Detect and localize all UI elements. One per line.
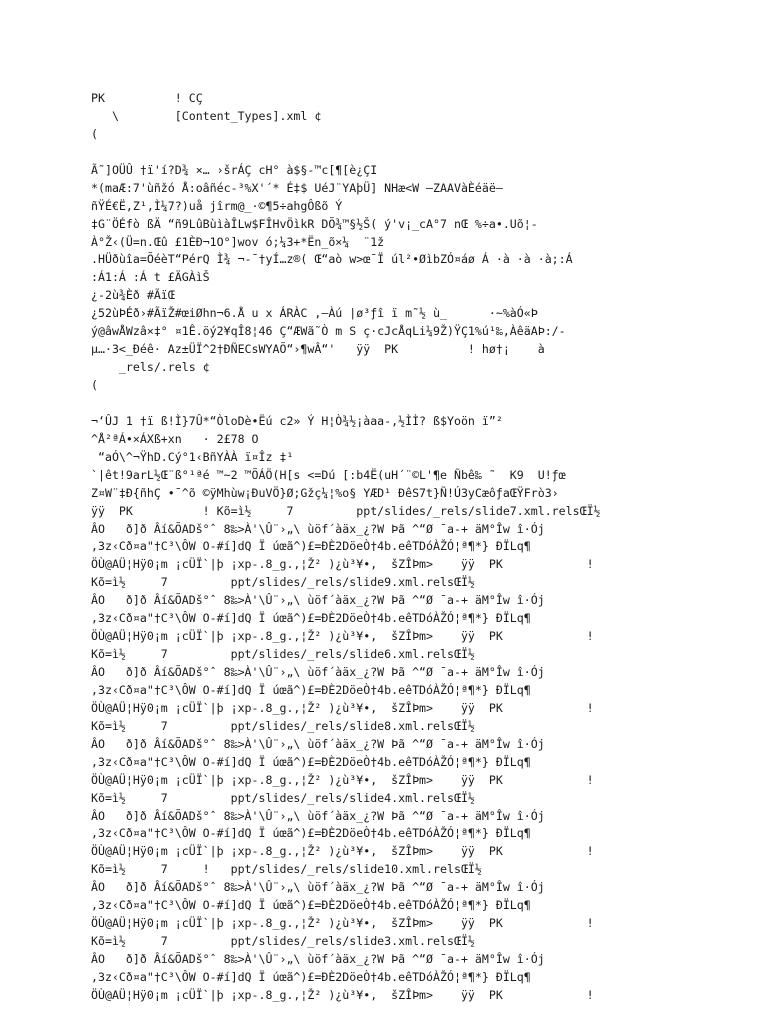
text-line: “aÓ\^¬ŸhD.Cý°1‹BñYÀÀ ï¤Îz ‡¹ — [91, 449, 294, 464]
text-line: :Á1:Á :Á t £ÄGÀìŠ — [91, 270, 210, 285]
text-line: µ…·3<_Ðéê· Az±ÜÏ^2†ÐÑECsWYAÕ“›¶wÂ“' ÿÿ PK ! hø†¡ à — [91, 342, 545, 357]
text-line: À°Ž‹(Ü=n.Œû £1ÈÐ¬1O°]wov ó;¼3+*Ën_õ×¼ ¨1ž — [91, 234, 385, 249]
text-line: ÂO ð]ð Âí&ÕADš°ˆ 8‰>À'\Û¨›„\ ùöf´àäx_¿?W Þã ^“Ø ¯a-+ äM°Îw î·Ój — [91, 593, 545, 608]
text-line: ÂO ð]ð Âí&ÕADš°ˆ 8‰>À'\Û¨›„\ ùöf´àäx_¿?W Þã ^“Ø ¯a-+ äM°Îw î·Ój — [91, 952, 545, 966]
text-line: PK ! CÇ — [91, 91, 203, 105]
text-line: Kõ=ì½ 7 ppt/slides/_rels/slide9.xml.relsŒÏ½ — [91, 575, 475, 590]
text-line: ñŸÉ€Ë,Z¹,Ì¼7?)uå jîrm@_·©¶5÷ahgÔßõ Ý — [91, 198, 343, 213]
text-line: ¿-2ù¾Èð #ÃïŒ — [91, 288, 175, 303]
text-line: ,3z‹Cð¤a"†C³\ÔW O-#í]dQ Ï úœã^)£=ÐÈ2DöeÒ†4b.eêTDóÀŽÓ¦ª¶*} ÐÏLq¶ — [91, 539, 531, 554]
text-line: ( — [91, 378, 98, 392]
text-line: ÖÙ@AÜ¦Hÿ0¡m ¡cÜÏ`|þ ¡xp-.8_g.,¦Ž² )¿ù³¥•, šZÎÞm> ÿÿ PK ! — [91, 916, 594, 931]
text-line: ÖÙ@AÜ¦Hÿ0¡m ¡cÜÏ`|þ ¡xp-.8_g.,¦Ž² )¿ù³¥•, šZÎÞm> ÿÿ PK ! — [91, 629, 594, 644]
binary-text-body — [91, 90, 761, 1005]
text-line: \ [Content_Types].xml ¢ — [91, 108, 322, 123]
text-line: Kõ=ì½ 7 ppt/slides/_rels/slide4.xml.relsŒÏ½ — [91, 790, 475, 805]
text-line: ,3z‹Cð¤a"†C³\ÔW O-#í]dQ Ï úœã^)£=ÐÈ2DöeÒ†4b.eêTDóÀŽÓ¦ª¶*} ÐÏLq¶ — [91, 826, 531, 841]
text-line: ÂO ð]ð Âí&ÕADš°ˆ 8‰>À'\Û¨›„\ ùöf´àäx_¿?W Þã ^“Ø ¯a-+ äM°Îw î·Ój — [91, 665, 545, 679]
text-line: *(maÆ:7'ùñžó Å:oâñéc-³%X'´* É‡$ UéJ¨YAþÜ] NHæ<W —ZAAVàÈéäë– — [91, 180, 503, 195]
text-line: ÂO ð]ð Âí&ÕADš°ˆ 8‰>À'\Û¨›„\ ùöf´àäx_¿?W Þã ^“Ø ¯a-+ äM°Îw î·Ój — [91, 521, 545, 536]
text-line: ¬‘ÛJ 1 †ï ß!Ì}7Û*“ÒloDè•Ëú c2» Ý H¦Ò¾½¡àaa-,½ÌÌ? ß$Yoön ï”² — [91, 413, 503, 428]
text-line: .HÜðùîa=ÕéèT“PérQ Ì¾ ¬-¯†yÍ…z®( Œ“aò w>œ¯Ï úl²•ØìbZÓ¤áø Á ·à ·à ·à;:Á — [91, 252, 573, 267]
text-line: ( — [91, 126, 98, 141]
text-line: Z¤W¨‡Ð{ñhÇ •¯^õ ©ÿMhùw¡ÐuVÖ}Ø;Gžç¼¦%o§ YÆD¹ ÐêS7t}Ñ!Ú3yCæôƒaŒŸFrò3› — [91, 485, 559, 500]
text-line: ÖÙ@AÜ¦Hÿ0¡m ¡cÜÏ`|þ ¡xp-.8_g.,¦Ž² )¿ù³¥•, šZÎÞm> ÿÿ PK ! — [91, 987, 594, 1002]
text-line: ÂO ð]ð Âí&ÕADš°ˆ 8‰>À'\Û¨›„\ ùöf´àäx_¿?W Þã ^“Ø ¯a-+ äM°Îw î·Ój — [91, 736, 545, 751]
text-line: ÂO ð]ð Âí&ÕADš°ˆ 8‰>À'\Û¨›„\ ùöf´àäx_¿?W Þã ^“Ø ¯a-+ äM°Îw î·Ój — [91, 808, 545, 823]
text-line: ‡G¨ÖÉfò ßÄ “ñ9LûBùìàÎLw$FÎHvÖìkR DÕ¾™§½Š( ý'v¡_cA°7 nŒ %÷a•.Uõ¦- — [91, 216, 538, 231]
text-line: ÖÙ@AÜ¦Hÿ0¡m ¡cÜÏ`|þ ¡xp-.8_g.,¦Ž² )¿ù³¥•, šZÎÞm> ÿÿ PK ! — [91, 700, 594, 715]
text-line: Ã˜]OÜÛ †ï'í?D¾ ×… ›šrÁÇ cH° à$§-™c[¶[è¿ÇI — [91, 162, 378, 177]
text-line — [91, 144, 761, 162]
text-line: ,3z‹Cð¤a"†C³\ÔW O-#í]dQ Ï úœã^)£=ÐÈ2DöeÒ†4b.eêTDóÀŽÓ¦ª¶*} ÐÏLq¶ — [91, 969, 531, 984]
text-line: ÿÿ PK ! Kõ=ì½ 7 ppt/slides/_rels/slide7.xml.relsŒÏ½ — [91, 503, 601, 518]
text-line: ÖÙ@AÜ¦Hÿ0¡m ¡cÜÏ`|þ ¡xp-.8_g.,¦Ž² )¿ù³¥•, šZÎÞm> ÿÿ PK ! — [91, 557, 594, 572]
text-line: Kõ=ì½ 7 ppt/slides/_rels/slide8.xml.relsŒÏ½ — [91, 718, 475, 733]
text-line: ÖÙ@AÜ¦Hÿ0¡m ¡cÜÏ`|þ ¡xp-.8_g.,¦Ž² )¿ù³¥•, šZÎÞm> ÿÿ PK ! — [91, 844, 594, 859]
text-line — [91, 395, 761, 413]
text-line: ^Å²ªÁ•×ÁXß+xn · 2£78 O — [91, 431, 259, 446]
text-line: ¿52ùÞÉð›#ÃïŽ#œiØhn¬6.Å u x ÁRÀC ,—Àú |ø³ƒî ï m˜½ ù_ ·~%àÓ«Þ — [91, 306, 538, 321]
text-line: Kõ=ì½ 7 ! ppt/slides/_rels/slide10.xml.relsŒÏ½ — [91, 862, 482, 877]
text-line: Kõ=ì½ 7 ppt/slides/_rels/slide3.xml.relsŒÏ½ — [91, 934, 475, 949]
text-line: ,3z‹Cð¤a"†C³\ÔW O-#í]dQ Ï úœã^)£=ÐÈ2DöeÒ†4b.eêTDóÀŽÓ¦ª¶*} ÐÏLq¶ — [91, 611, 531, 626]
text-line: _rels/.rels ¢ — [91, 360, 210, 375]
text-line: ,3z‹Cð¤a"†C³\ÔW O-#í]dQ Ï úœã^)£=ÐÈ2DöeÒ†4b.eêTDóÀŽÓ¦ª¶*} ÐÏLq¶ — [91, 754, 531, 769]
text-line: ,3z‹Cð¤a"†C³\ÔW O-#í]dQ Ï úœã^)£=ÐÈ2DöeÒ†4b.eêTDóÀŽÓ¦ª¶*} ÐÏLq¶ — [91, 898, 531, 913]
text-line: `|êt!9arL½Œ¨ß°¹ªé ™~2 ™ÕÁÖ(H[s <=Dú [:b4Ë(uH´¨©L'¶e Ñbê‰ ˜ K9 U!ƒœ — [91, 467, 566, 482]
text-line: Kõ=ì½ 7 ppt/slides/_rels/slide6.xml.relsŒÏ½ — [91, 647, 475, 662]
text-line: ÖÙ@AÜ¦Hÿ0¡m ¡cÜÏ`|þ ¡xp-.8_g.,¦Ž² )¿ù³¥•, šZÎÞm> ÿÿ PK ! — [91, 772, 594, 787]
text-line: ÂO ð]ð Âí&ÕADš°ˆ 8‰>À'\Û¨›„\ ùöf´àäx_¿?W Þã ^“Ø ¯a-+ äM°Îw î·Ój — [91, 880, 545, 895]
text-line: ,3z‹Cð¤a"†C³\ÔW O-#í]dQ Ï úœã^)£=ÐÈ2DöeÒ†4b.eêTDóÀŽÓ¦ª¶*} ÐÏLq¶ — [91, 682, 531, 697]
text-line: ý@âwÅWzâ×‡° ¤1Ê.öý2¥qÎ8¦46 Ç“ÆWã˜Ò m S ç·cJcÅqLi¼9Ž)ŸÇ1%ú¹‰,ÀêäAÞ:/- — [91, 324, 566, 339]
